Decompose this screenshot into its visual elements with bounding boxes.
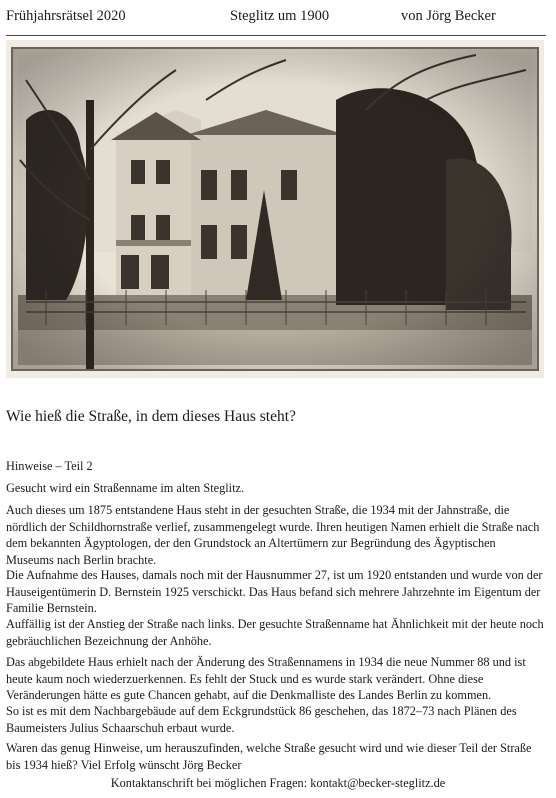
author: von Jörg Becker xyxy=(401,8,496,24)
hint-paragraph: Auch dieses um 1875 entstandene Haus steht in der gesuchten Straße, die 1934 mit der Jahnstraße, die nördlich der Schildhornstraße verlief, zusammengelegt wurde. Ihren heutigen Namen erhielt die Straße nach dem bekannten Ägyptologen, der den Grundstock an Altertümern zur Begründung des Ägyptischen Museums nach Berlin brachte. xyxy=(6,503,540,567)
photo-illustration xyxy=(6,40,544,378)
hint-paragraph: Auffällig ist der Anstieg der Straße nach links. Der gesuchte Straßenname hat Ähnlichkeit mit der heute noch gebräuchlichen Bezeichnung der Anhöhe. xyxy=(6,617,544,648)
hints-title: Hinweise – Teil 2 xyxy=(6,459,93,473)
hints-intro: Gesucht wird ein Straßenname im alten Steglitz. xyxy=(6,481,245,495)
header-divider xyxy=(6,35,546,36)
topic-title: Steglitz um 1900 xyxy=(230,8,330,24)
puzzle-question: Wie hieß die Straße, in dem dieses Haus steht? xyxy=(6,408,296,425)
puzzle-title: Frühjahrsrätsel 2020 xyxy=(6,8,126,24)
hint-paragraph: So ist es mit dem Nachbargebäude auf dem Eckgrundstück 86 geschehen, das 1872–73 nach Plänen des Baumeisters Julius Schaarschuh erbaut wurde. xyxy=(6,704,517,735)
hint-paragraph: Die Aufnahme des Hauses, damals noch mit der Hausnummer 27, ist um 1920 entstanden und wurde von der Hauseigentümerin D. Bernstein 1925 verschickt. Das Haus befand sich mehrere Jahrzehnte im Eigentum der Familie Bernstein. xyxy=(6,568,543,616)
hint-paragraph: Waren das genug Hinweise, um herauszufinden, welche Straße gesucht wird und wie dieser Teil der Straße bis 1934 hieß? Viel Erfolg wünscht Jörg Becker xyxy=(6,741,532,772)
contact-line: Kontaktanschrift bei möglichen Fragen: kontakt@becker-steglitz.de xyxy=(110,776,446,790)
page-header xyxy=(6,8,546,28)
historic-house-photo xyxy=(6,40,544,378)
hint-paragraph: Das abgebildete Haus erhielt nach der Änderung des Straßennamens in 1934 die neue Nummer 88 und ist heute kaum noch wiederzuerkennen. Es fehlt der Stuck und es wurde stark verändert. Ohne diese Veränderungen hätte es gute Chancen gehabt, auf die Denkmalliste des Landes Berlin zu kommen. xyxy=(6,655,526,703)
